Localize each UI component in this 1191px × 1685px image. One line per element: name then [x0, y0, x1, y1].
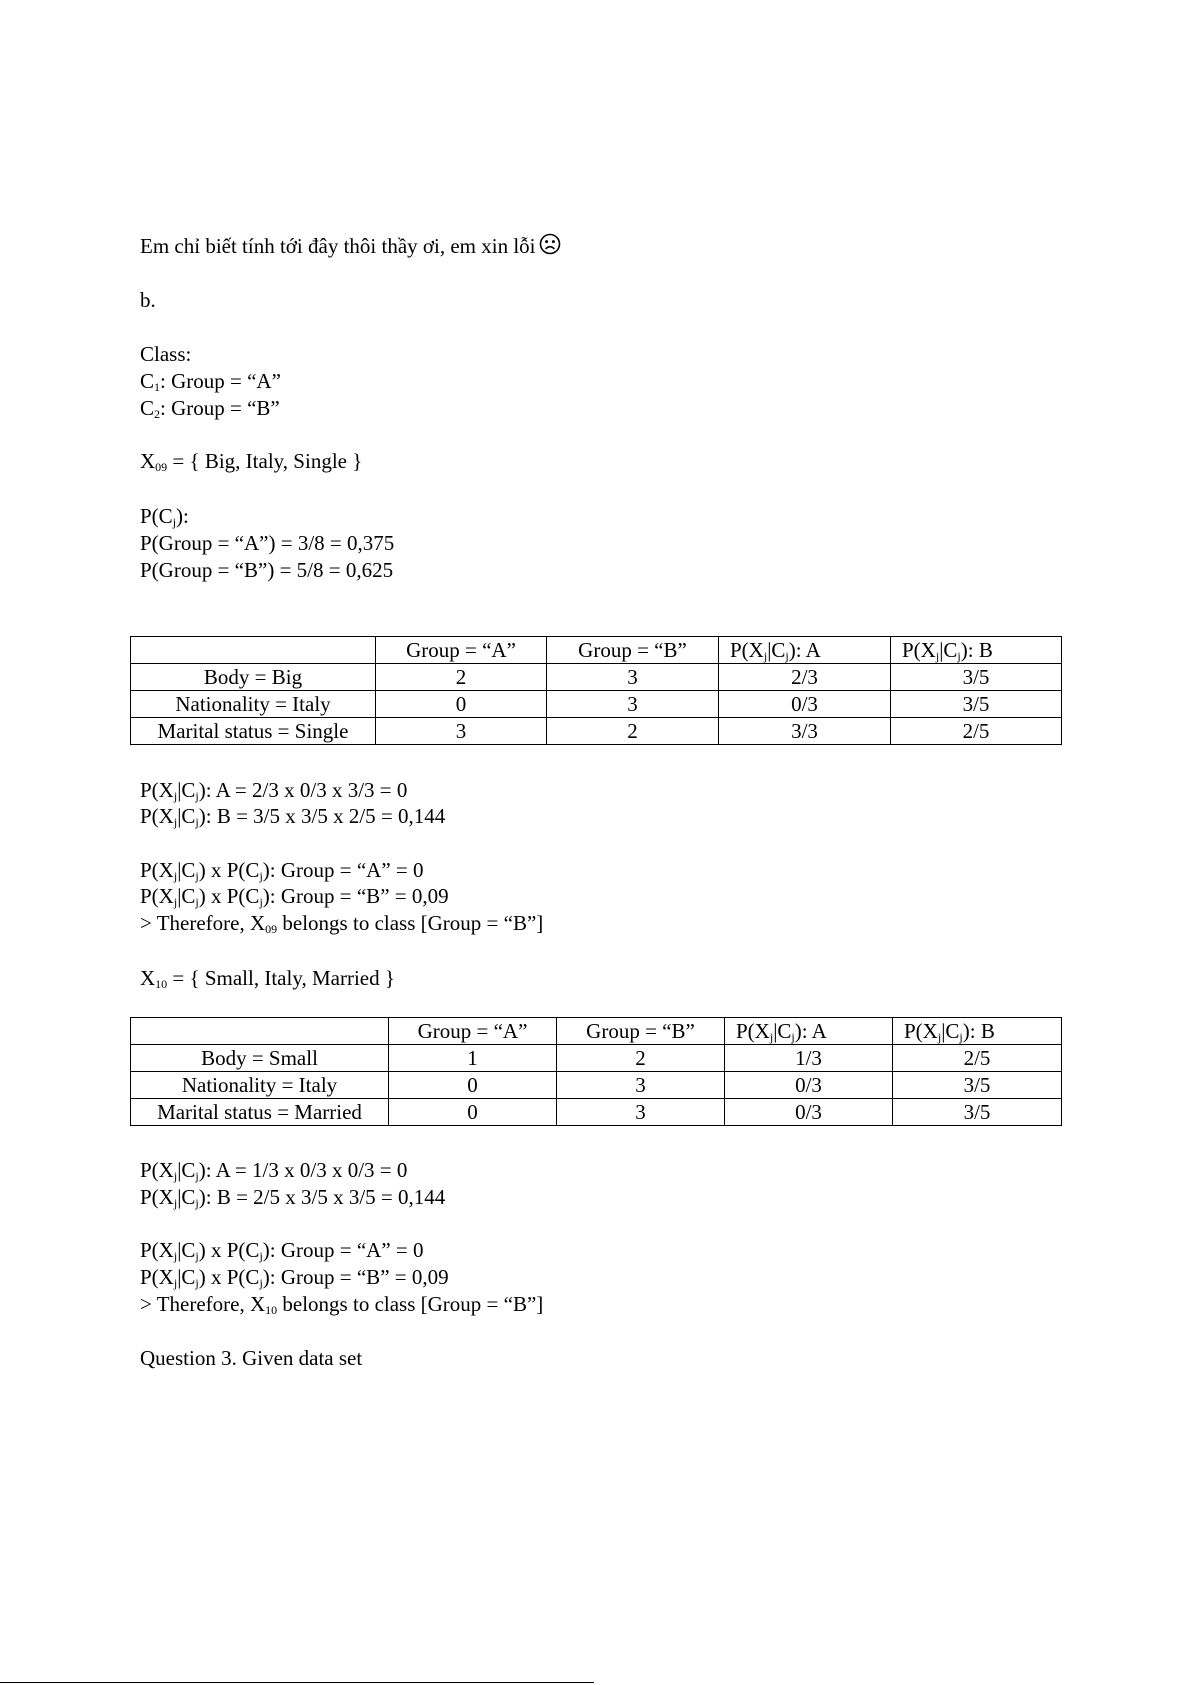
- header-prob-b: $P(X_j|C_j)$: B: [893, 1018, 1062, 1045]
- row-label: Marital status = Single: [131, 718, 376, 745]
- part-label: b.: [140, 288, 156, 312]
- row-label: Nationality = Italy: [131, 1072, 389, 1099]
- prob-a: 2/3: [719, 664, 891, 691]
- table-row: [131, 691, 1062, 718]
- prior-line: P(Group = “A”) = 3/8 = 0,375: [140, 531, 395, 555]
- table-corner-cell: [131, 1018, 389, 1045]
- prob-a: 0/3: [725, 1072, 893, 1099]
- count-a: 0: [376, 691, 547, 718]
- table-header-row: [131, 1018, 1062, 1045]
- class-heading: Class:: [140, 342, 192, 366]
- prob-b: 3/5: [891, 691, 1062, 718]
- prob-a: 0/3: [725, 1099, 893, 1126]
- table-row: [131, 664, 1062, 691]
- count-b: 3: [547, 664, 719, 691]
- count-b: 3: [557, 1072, 725, 1099]
- count-a: 0: [389, 1099, 557, 1126]
- intro-line: Em chỉ biết tính tới đây thôi thầy ơi, em xin lỗi: [140, 233, 561, 257]
- prob-a: 0/3: [719, 691, 891, 718]
- header-prob-b: $P(X_j|C_j)$: B: [891, 637, 1062, 664]
- x10-definition: $X_{10}$ = { Small, Italy, Married }: [140, 966, 395, 991]
- count-b: 2: [557, 1045, 725, 1072]
- count-a: 2: [376, 664, 547, 691]
- table-row: [131, 1045, 1062, 1072]
- x10-probability-table: [130, 1017, 1062, 1126]
- prob-a: 3/3: [719, 718, 891, 745]
- prob-a: 1/3: [725, 1045, 893, 1072]
- frown-face-icon: [539, 233, 561, 255]
- count-a: 0: [389, 1072, 557, 1099]
- count-a: 3: [376, 718, 547, 745]
- prob-b: 2/5: [891, 718, 1062, 745]
- likelihood-line: $P(X_j|C_j)$: A = 1/3 x 0/3 x 0/3 = 0: [140, 1158, 408, 1183]
- prob-b: 2/5: [893, 1045, 1062, 1072]
- posterior-line: $P(X_j|C_j)$ x $P(C_j)$: Group = “A” = 0: [140, 1238, 424, 1263]
- row-label: Body = Big: [131, 664, 376, 691]
- prior-heading: $P(C_j)$:: [140, 504, 189, 529]
- prob-b: 3/5: [891, 664, 1062, 691]
- footnote-separator: [0, 1682, 594, 1683]
- row-label: Nationality = Italy: [131, 691, 376, 718]
- prob-b: 3/5: [893, 1072, 1062, 1099]
- row-label: Body = Small: [131, 1045, 389, 1072]
- table-corner-cell: [131, 637, 376, 664]
- table-row: [131, 1072, 1062, 1099]
- likelihood-line: $P(X_j|C_j)$: B = 2/5 x 3/5 x 3/5 = 0,144: [140, 1185, 446, 1210]
- class-line: $C_2$: Group = “B”: [140, 396, 280, 421]
- header-group-a: Group = “A”: [389, 1018, 557, 1045]
- x09-probability-table: [130, 636, 1062, 745]
- header-prob-a: $P(X_j|C_j)$: A: [719, 637, 891, 664]
- header-prob-a: $P(X_j|C_j)$: A: [725, 1018, 893, 1045]
- class-line: $C_1$: Group = “A”: [140, 369, 281, 394]
- likelihood-line: $P(X_j|C_j)$: B = 3/5 x 3/5 x 2/5 = 0,144: [140, 804, 446, 829]
- prior-line: P(Group = “B”) = 5/8 = 0,625: [140, 558, 394, 582]
- header-group-a: Group = “A”: [376, 637, 547, 664]
- x09-definition: $X_{09}$ = { Big, Italy, Single }: [140, 449, 363, 474]
- conclusion-line: > Therefore, $X_{09}$ belongs to class [Group = “B”]: [140, 911, 544, 936]
- posterior-line: $P(X_j|C_j)$ x $P(C_j)$: Group = “B” = 0,09: [140, 884, 449, 909]
- likelihood-line: $P(X_j|C_j)$: A = 2/3 x 0/3 x 3/3 = 0: [140, 778, 408, 803]
- table-header-row: [131, 637, 1062, 664]
- prob-b: 3/5: [893, 1099, 1062, 1126]
- header-group-b: Group = “B”: [557, 1018, 725, 1045]
- row-label: Marital status = Married: [131, 1099, 389, 1126]
- conclusion-line: > Therefore, $X_{10}$ belongs to class [Group = “B”]: [140, 1292, 544, 1317]
- question-heading: Question 3. Given data set: [140, 1346, 363, 1370]
- count-b: 3: [557, 1099, 725, 1126]
- count-a: 1: [389, 1045, 557, 1072]
- table-row: [131, 1099, 1062, 1126]
- table-row: [131, 718, 1062, 745]
- posterior-line: $P(X_j|C_j)$ x $P(C_j)$: Group = “B” = 0,09: [140, 1265, 449, 1290]
- count-b: 3: [547, 691, 719, 718]
- count-b: 2: [547, 718, 719, 745]
- header-group-b: Group = “B”: [547, 637, 719, 664]
- posterior-line: $P(X_j|C_j)$ x $P(C_j)$: Group = “A” = 0: [140, 858, 424, 883]
